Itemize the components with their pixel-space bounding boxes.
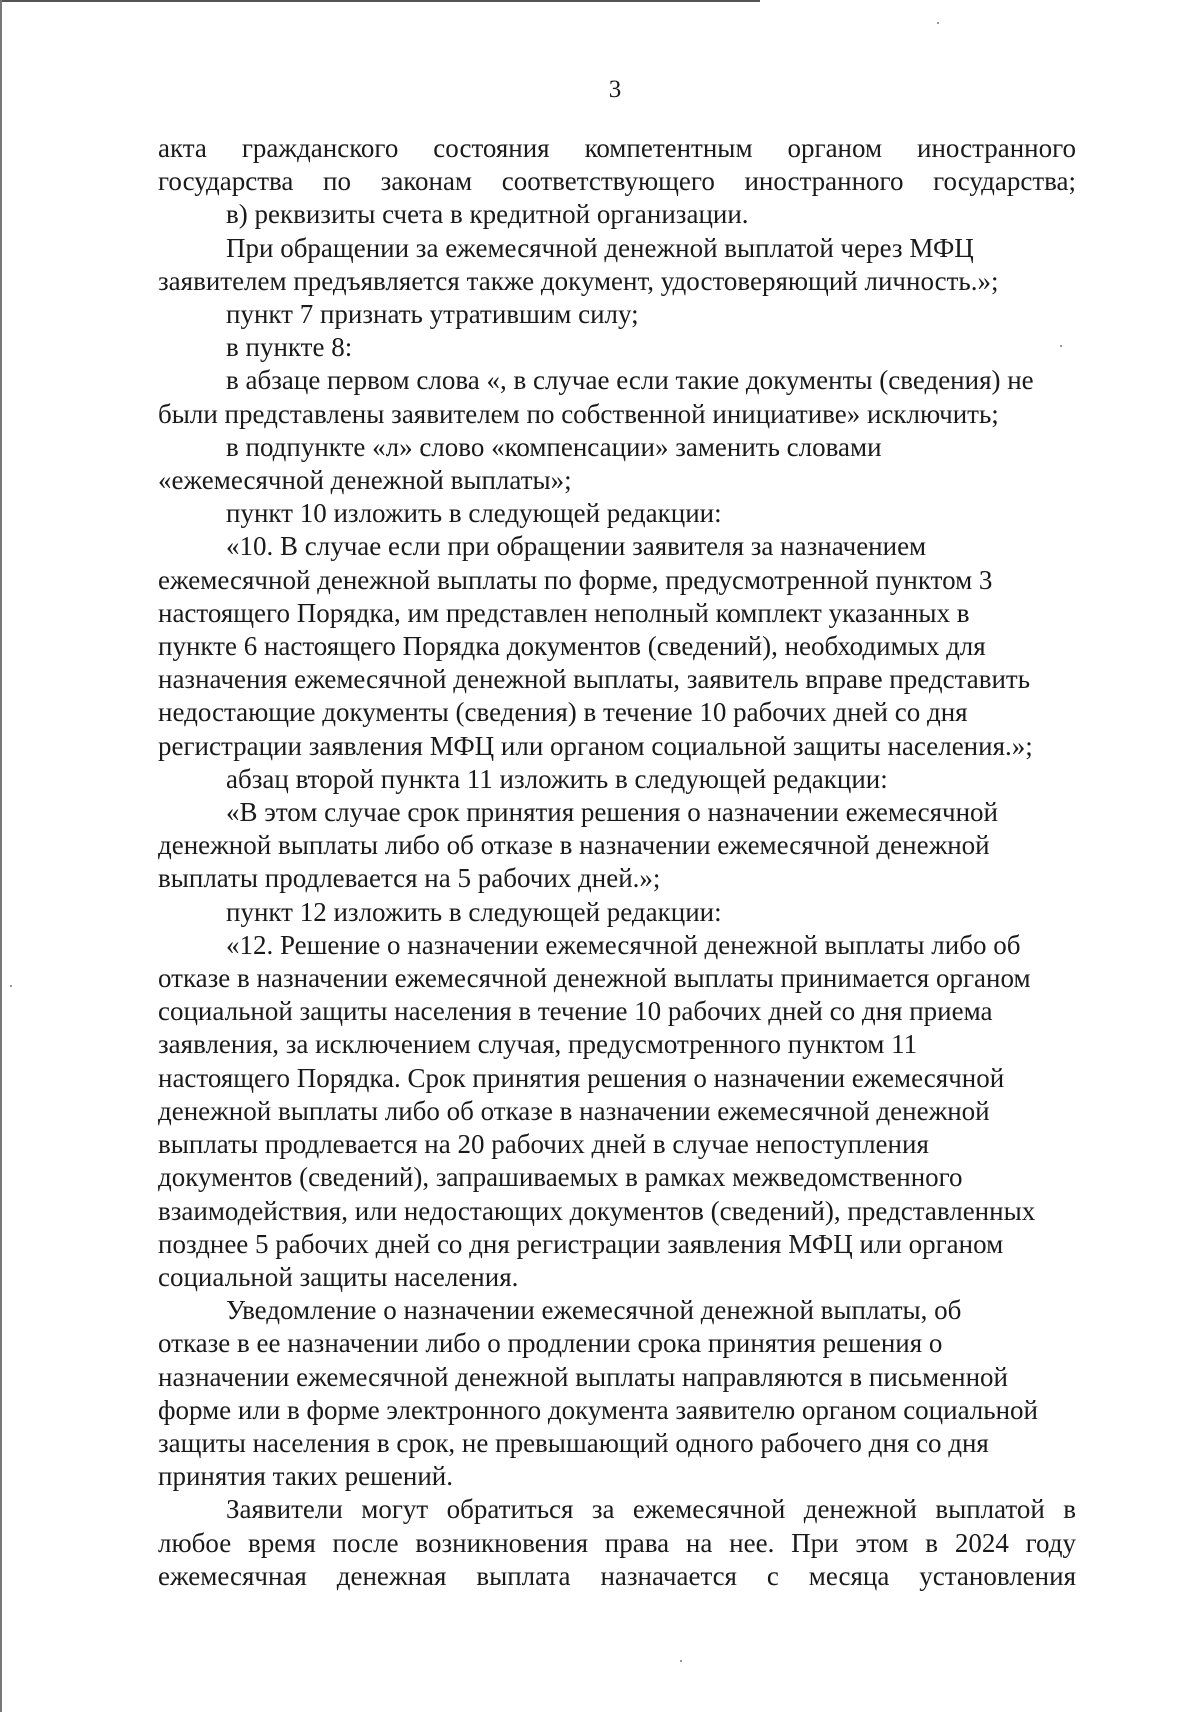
paragraph-clause-10: [158, 530, 1076, 762]
scan-speck: [10, 985, 12, 987]
paragraph-clause-7: [158, 298, 1076, 331]
text-line: государства по законам соответствующего иностранного государства;: [158, 166, 1076, 197]
text-line: «10. В случае если при обращении заявителя за назначением: [226, 531, 927, 562]
paragraph-applicants: [158, 1493, 1076, 1593]
text-line: Заявители могут обратиться за ежемесячной денежной выплатой в: [226, 1494, 1076, 1525]
paragraph-clause-8: [158, 331, 1076, 364]
text-line: форме или в форме электронного документа заявителю органом социальной: [158, 1394, 1038, 1425]
text-line: любое время после возникновения права на нее. При этом в 2024 году: [158, 1527, 1076, 1558]
text-line: пункт 10 изложить в следующей редакции:: [226, 498, 722, 529]
scan-speck: [680, 1660, 682, 1662]
text-line: Уведомление о назначении ежемесячной денежной выплаты, об: [226, 1295, 962, 1326]
scan-edge-top: [0, 0, 760, 2]
scan-speck: [937, 22, 939, 24]
text-line: позднее 5 рабочих дней со дня регистрации заявления МФЦ или органом: [158, 1228, 1004, 1259]
text-line: настоящего Порядка. Срок принятия решения о назначении ежемесячной: [158, 1062, 1005, 1093]
text-line: ежемесячная денежная выплата назначается с месяца установления: [158, 1560, 1076, 1591]
text-line: «В этом случае срок принятия решения о назначении ежемесячной: [226, 797, 998, 828]
text-line: регистрации заявления МФЦ или органом социальной защиты населения.»;: [158, 730, 1033, 761]
paragraph-record-act: [158, 132, 1076, 198]
text-line: в пункте 8:: [226, 332, 353, 363]
text-line: заявления, за исключением случая, предусмотренного пунктом 11: [158, 1029, 918, 1060]
text-line: назначения ежемесячной денежной выплаты, заявитель вправе представить: [158, 664, 1031, 695]
text-line: «12. Решение о назначении ежемесячной денежной выплаты либо об: [226, 929, 1021, 960]
page-number: 3: [608, 76, 622, 103]
text-line: защиты населения в срок, не превышающий одного рабочего дня со дня: [158, 1427, 989, 1458]
text-line: выплаты продлевается на 5 рабочих дней.»;: [158, 863, 661, 894]
text-line: «ежемесячной денежной выплаты»;: [158, 465, 572, 496]
text-line: выплаты продлевается на 20 рабочих дней в случае непоступления: [158, 1129, 929, 1160]
paragraph-mfc-identity: [158, 232, 1076, 298]
paragraph-clause-8-first: [158, 364, 1076, 430]
text-line: пункт 12 изложить в следующей редакции:: [226, 896, 722, 927]
paragraph-subclause-l: [158, 431, 1076, 497]
text-line: заявителем предъявляется также документ, удостоверяющий личность.»;: [158, 265, 999, 296]
text-line: недостающие документы (сведения) в течение 10 рабочих дней со дня: [158, 697, 968, 728]
text-line: акта гражданского состояния компетентным органом иностранного: [158, 133, 1076, 163]
text-line: назначении ежемесячной денежной выплаты направляются в письменной: [158, 1361, 1008, 1392]
paragraph-clause-11: [158, 796, 1076, 896]
paragraph-clause-11-intro: [158, 763, 1076, 796]
text-line: ежемесячной денежной выплаты по форме, предусмотренной пунктом 3: [158, 564, 993, 595]
text-line: отказе в назначении ежемесячной денежной выплаты принимается органом: [158, 963, 1031, 994]
text-line: пункт 7 признать утратившим силу;: [226, 299, 639, 330]
text-line: пункте 6 настоящего Порядка документов (сведений), необходимых для: [158, 631, 986, 662]
paragraph-clause-12-intro: [158, 896, 1076, 929]
text-line: принятия таких решений.: [158, 1461, 453, 1492]
text-line: абзац второй пункта 11 изложить в следующей редакции:: [226, 763, 888, 794]
text-line: При обращении за ежемесячной денежной выплатой через МФЦ: [226, 232, 974, 263]
paragraph-bank-details: [158, 198, 1076, 231]
document-body: [158, 132, 1076, 1593]
text-line: денежной выплаты либо об отказе в назначении ежемесячной денежной: [158, 1095, 990, 1126]
text-line: социальной защиты населения.: [158, 1261, 519, 1292]
text-line: документов (сведений), запрашиваемых в рамках межведомственного: [158, 1162, 963, 1193]
text-line: в подпункте «л» слово «компенсации» заменить словами: [226, 431, 882, 462]
text-line: в абзаце первом слова «, в случае если такие документы (сведения) не: [226, 365, 1034, 396]
text-line: были представлены заявителем по собственной инициативе» исключить;: [158, 398, 999, 429]
scan-edge-left: [0, 0, 2, 1712]
text-line: в) реквизиты счета в кредитной организации.: [226, 199, 749, 230]
text-line: взаимодействия, или недостающих документов (сведений), представленных: [158, 1195, 1036, 1226]
text-line: денежной выплаты либо об отказе в назначении ежемесячной денежной: [158, 830, 990, 861]
paragraph-clause-12: [158, 929, 1076, 1294]
paragraph-notification: [158, 1294, 1076, 1493]
text-line: настоящего Порядка, им представлен неполный комплект указанных в: [158, 597, 970, 628]
text-line: отказе в ее назначении либо о продлении срока принятия решения о: [158, 1328, 943, 1359]
paragraph-clause-10-intro: [158, 497, 1076, 530]
text-line: социальной защиты населения в течение 10 рабочих дней со дня приема: [158, 996, 993, 1027]
